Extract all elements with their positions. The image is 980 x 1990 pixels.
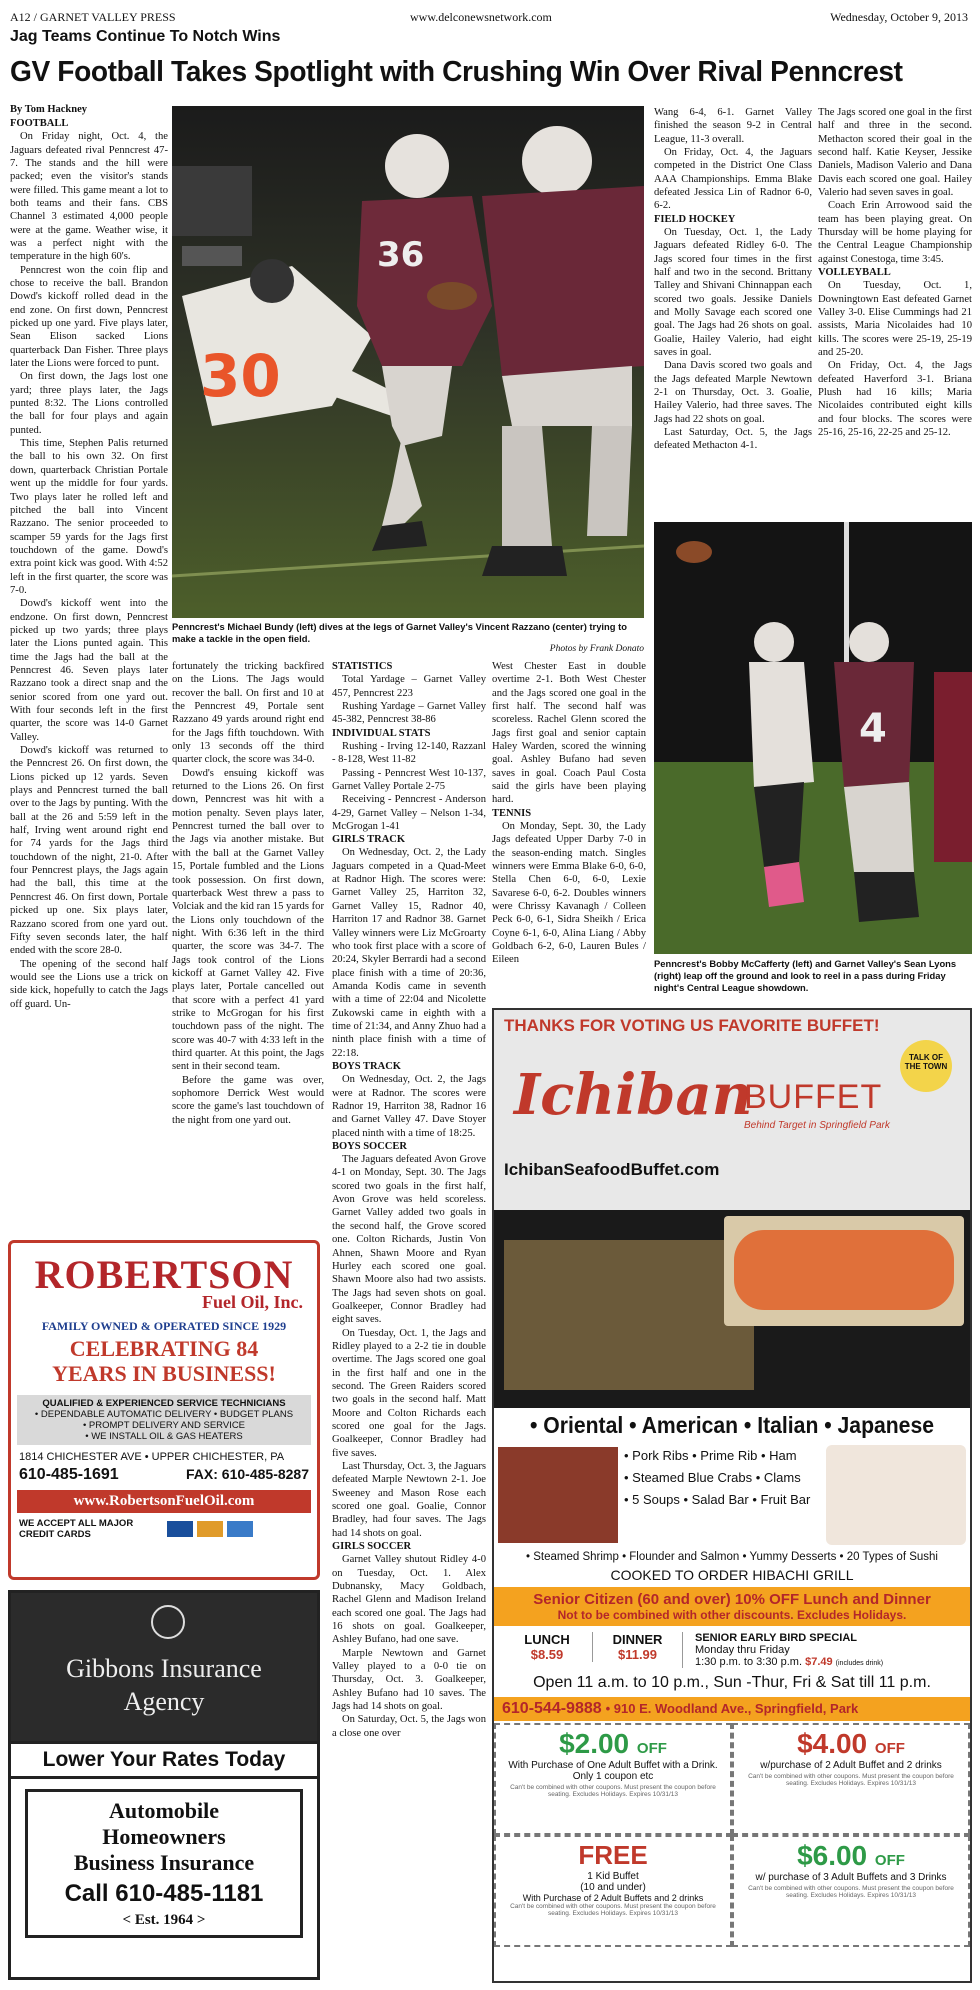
robertson-accept: WE ACCEPT ALL MAJOR CREDIT CARDS [19,1517,134,1540]
coupon-line: w/purchase of 2 Adult Buffet and 2 drinks [760,1760,942,1771]
coupon-fine-print: Can't be combined with other coupons. Must present the coupon before seating. Excludes Holidays. Expires 10/31/13 [748,1773,954,1787]
coupon-off: OFF [874,1740,905,1757]
article-paragraph: Coach Erin Arrowood said the team has been playing great. On Thursday will be home playing for the Central League Championship against Conestoga, time 3:45. [818,200,972,265]
ichiban-ad [492,1008,972,1983]
article-paragraph: On first down, the Jags lost one yard; three plays later, the Jags punted 8:32. The Lions controlled the ball for four plays and again punted. [10,371,168,436]
coupon-line: With Purchase of One Adult Buffet with a Drink. [508,1760,718,1771]
early-bird-price: $7.49 [805,1656,833,1668]
gibbons-line: Automobile [109,1798,219,1823]
coupon-off: OFF [636,1740,667,1757]
article-paragraph: Last Saturday, Oct. 5, the Jags defeated Methacton 4-1. [654,427,812,452]
robertson-address: 1814 CHICHESTER AVE • UPPER CHICHESTER, PA [19,1450,285,1463]
robertson-ad [8,1240,320,1580]
website: www.delconewsnetwork.com [410,10,552,24]
ichiban-buffet: BUFFET [744,1078,883,1116]
coupon-fine-print: Can't be combined with other coupons. Must present the coupon before seating. Excludes Holidays. Expires 10/31/13 [510,1903,716,1917]
ichiban-thanks: THANKS FOR VOTING US FAVORITE BUFFET! [504,1016,880,1035]
article-paragraph: The Jaguars defeated Avon Grove 4-1 on Monday, Sept. 30. The Jags scored two goals in the first half, Avon Grove was held scoreless. Garnet Valley added two goals in the second half, the Grove scored one. Colton Richards, Justin Von Ahnen, Shawn Moore and Ryan Hurley each scored one goal. Shawn Moore also had two assists. The Jags had seven shots on goal. Goalkeeper, Connor Bradley had eight saves. [332,1154,486,1326]
kicker: Jag Teams Continue To Notch Wins [10,28,281,45]
menu-item-line: • Steamed Blue Crabs • Clams [624,1470,801,1486]
article-paragraph: On Tuesday, Oct. 1, Downingtown East defeated Garnet Valley 3-0. Elise Cummings had 21 assists, Maria Nicolaides had 10 kills. The scores were 25-19, 25-19 and 25-20. [818,280,972,359]
section-heading: GIRLS TRACK [332,834,406,846]
ichiban-url: IchibanSeafoodBuffet.com [504,1160,720,1179]
early-bird-days: Monday thru Friday [695,1644,790,1656]
service-line: QUALIFIED & EXPERIENCED SERVICE TECHNICIANS [42,1397,286,1409]
issue-date: Wednesday, October 9, 2013 [830,10,968,24]
senior-discount-note: Not to be combined with other discounts. Excludes Holidays. [557,1608,907,1622]
byline: By Tom Hackney [10,104,88,115]
service-line: • DEPENDABLE AUTOMATIC DELIVERY • BUDGET PLANS [34,1408,294,1420]
coupon-6-off[interactable] [732,1835,970,1947]
menu-item-line: • Pork Ribs • Prime Rib • Ham [624,1448,797,1463]
article-column-5 [654,106,812,526]
coupon-2-off[interactable] [494,1723,732,1835]
article-paragraph: Receiving - Penncrest - Anderson 4-29, Garnet Valley – Nelson 1-34, McGrogan 1-41 [332,794,486,832]
ichiban-name: Ichiban [514,1062,753,1128]
amex-card-icon [227,1521,253,1537]
article-paragraph: On Friday, Oct. 4, the Jags defeated Haverford 3-1. Briana Plush had 16 kills; Maria Nicolaides contributed eight kills and four blocks. The scores were 25-16, 25-16, 22-25 and 25-12. [818,360,972,439]
article-paragraph: Rushing Yardage – Garnet Valley 45-382, Penncrest 38-86 [332,700,486,726]
coupon-free-kid[interactable] [494,1835,732,1947]
coupon-amount: FREE [578,1840,648,1870]
page-folio: A12 / GARNET VALLEY PRESS [10,10,176,24]
section-heading: BOYS SOCCER [332,1140,407,1152]
jersey-number-left: 30 [200,342,281,410]
gibbons-ad [8,1590,320,1980]
coupon-amount: $4.00 [797,1728,868,1759]
article-paragraph: On Wednesday, Oct. 2, the Lady Jaguars competed in a Quad-Meet at Radnor High. The scores were: Garnet Valley 25, Harriton 32, Garnet Valley 15, Radnor 40, Harriton 17 and Radnor 38. Garnet Valley winners were Liz McGroarty who took first place with a score of 20:24, Skyler Berrardi had a second place finish with a time of 20:36, Amanda Kodis came in seventh with a time of 22:04 and Nicolette Zukowski came in eighth with a time of 21:34, and Anny Zhuo had a ninth place finish with a time of 22:18. [332,847,486,1059]
coupon-line: 1 Kid Buffet [587,1871,639,1882]
coupon-fine-print: Can't be combined with other coupons. Must present the coupon before seating. Excludes Holidays. Expires 10/31/13 [748,1885,954,1899]
article-paragraph: Total Yardage – Garnet Valley 457, Penncrest 223 [332,674,486,699]
menu-items-2: • Steamed Shrimp • Flounder and Salmon • Yummy Desserts • 20 Types of Sushi [526,1551,938,1563]
robertson-name: ROBERTSON [34,1252,294,1297]
coupon-fine-print: Can't be combined with other coupons. Must present the coupon before seating. Excludes Holidays. Expires 10/31/13 [510,1784,716,1798]
lunch-price: $8.59 [530,1647,564,1662]
lunch-label: LUNCH [524,1632,570,1647]
service-line: • WE INSTALL OIL & GAS HEATERS [85,1430,243,1442]
article-paragraph: On Friday night, Oct. 4, the Jaguars defeated rival Penncrest 47-7. The stands and the hill were packed; even the visitor's stands were filled. This game meant a lot to both teams and their fans. CBS Channel 3 estimated 4,000 people were at the game. Weather wise, it was a perfect night with the temperature in the high 60's. [10,131,168,263]
jersey-number-2: 4 [859,706,887,752]
article-paragraph: On Monday, Sept. 30, the Lady Jags defeated Upper Darby 7-0 in the season-ending match. Singles winners were Emma Blake 6-0, 6-0, Stella Chen 6-0, 6-0, Lexie Savarese 6-0, 6-2. Doubles winners were Chrissy Kavanagh / Colleen Peck 6-0, 6-1, Sidra Sheikh / Erica Coyne 6-1, 6-0, Alina Liang / Abby Goldbach 6-2, 6-0, Lauren Bules / Eileen [492,821,646,966]
coupon-off: OFF [874,1852,905,1869]
coupon-amount: $6.00 [797,1840,868,1871]
ribs-photo [498,1447,618,1543]
gibbons-call: Call 610-485-1181 [64,1880,264,1907]
coupon-4-off[interactable] [732,1723,970,1835]
coupon-line: w/ purchase of 3 Adult Buffets and 3 Drinks [755,1872,947,1883]
article-paragraph: Passing - Penncrest West 10-137, Garnet Valley Portale 2-75 [332,767,486,792]
article-paragraph: Before the game was over, sophomore Derrick West would score the game's last touchdown of the night from one yard out. [172,1074,324,1126]
ichiban-cuisines: • Oriental • American • Italian • Japanese [529,1412,934,1438]
section-heading: INDIVIDUAL STATS [332,727,431,739]
section-heading: VOLLEYBALL [818,267,891,279]
robertson-url: www.RobertsonFuelOil.com [17,1490,311,1513]
section-heading: FOOTBALL [10,118,69,129]
coupon-grid [494,1723,970,1947]
article-paragraph: fortunately the tricking backfired on the Lions. The Jags would recover the ball. On first and 10 at the Penncrest 49, Portale sent Razzano 49 yards around right end for the Jags fifth touchdown. With only 13 seconds off the third quarter clock, the score was 34-0. [172,661,324,766]
hibachi-line: COOKED TO ORDER HIBACHI GRILL [610,1567,854,1583]
early-bird-time: 1:30 p.m. to 3:30 p.m. [695,1656,803,1668]
article-column-1 [10,117,168,1237]
gibbons-line: Homeowners [102,1824,226,1849]
senior-discount: Senior Citizen (60 and over) 10% OFF Lunch and Dinner [533,1591,931,1608]
headline: GV Football Takes Spotlight with Crushing Win Over Rival Penncrest [10,56,903,88]
visa-card-icon [167,1521,193,1537]
dessert-photo [826,1445,966,1545]
gibbons-line: Business Insurance [73,1850,255,1875]
gibbons-name: Gibbons Insurance Agency [66,1654,262,1716]
article-paragraph: Rushing - Irving 12-140, Razzanl - 8-128, West 11-82 [332,740,486,766]
mastercard-icon [197,1521,223,1537]
coupon-line: Only 1 coupon etc [572,1771,654,1782]
article-paragraph: Dowd's kickoff went into the endzone. On first down, Penncrest picked up two yards; three plays later the Lions punted again. This time the Jags had the ball at the Penncrest 46. Seven plays later Razzano took a direct snap and the senior scored from one yard out. With four seconds left in the first quarter, the score was 14-0 Garnet Valley. [10,598,168,743]
gibbons-lower-rates: Lower Your Rates Today [11,1741,317,1779]
dinner-label: DINNER [612,1632,663,1647]
article-paragraph: The opening of the second half would see the Lions use a trick on side kick, hopefully to catch the Jags off guard. Un- [10,958,168,1010]
article-paragraph: Wang 6-4, 6-1. Garnet Valley finished the season 9-2 in Central League, 11-3 overall. [654,107,812,145]
article-column-6 [818,106,972,526]
football-photo-2 [654,522,972,954]
ichiban-behind: Behind Target in Springfield Park [744,1120,890,1131]
article-paragraph: Dana Davis scored two goals and the Jags defeated Marple Newtown 2-1 on Thursday, Oct. 3. Goalie, Hailey Valerio, had three saves. The Jags had 22 shots on goal. [654,360,812,425]
ichiban-address: • 910 E. Woodland Ave., Springfield, Park [605,1701,859,1716]
jersey-number-center: 36 [377,235,425,275]
photo-credit: Photos by Frank Donato [549,644,644,654]
ichiban-hours: Open 11 a.m. to 10 p.m., Sun -Thur, Fri & Sat till 11 p.m. [533,1674,931,1691]
robertson-celebrating: CELEBRATING 84 YEARS IN BUSINESS! [52,1336,276,1387]
article-paragraph: On Friday, Oct. 4, the Jaguars competed in the District One Class AAA Championships. Emma Blake defeated Jessica Lin of Radnor 6-0, 6-2. [654,147,812,212]
article-paragraph: On Tuesday, Oct. 1, the Lady Jaguars defeated Ridley 6-0. The Jags scored four times in the first half and two in the second. Brittany Talley and Shivani Chinnappan each scored two goals. Jessike Daniels and Molly Savage each scored one goal. The Jags had 26 shots on goal. Goalie, Hailey Valerio, had eight saves in goal. [654,226,812,359]
photo2-caption: Penncrest's Bobby McCafferty (left) and Garnet Valley's Sean Lyons (right) leap off the ground and look to reel in a pass during Friday night's Central League showdown. [654,958,957,993]
article-paragraph: On Saturday, Oct. 5, the Jags won a close one over [332,1714,486,1739]
robertson-phone: 610-485-1691 [19,1465,119,1483]
robertson-family: FAMILY OWNED & OPERATED SINCE 1929 [41,1319,287,1333]
article-paragraph: West Chester East in double overtime 2-1. Both West Chester and the Jags scored one goal in the first half. The second half was scoreless. Rachel Glenn scored the Jags first goal and senior captain Haley Warden, scored the winning goal. Ashley Bufano had seven saves in goal. Coach Paul Costa said the girls have been playing hard. [492,661,646,806]
article-column-3 [332,660,486,1980]
talk-of-town-badge: TALK OF THE TOWN [900,1040,952,1092]
article-paragraph: On Tuesday, Oct. 1, the Jags and Ridley played to a 2-2 tie in double overtime. The Jags scored one goal in the first half and one in the second. The Green Raiders scored two goals in the second half. Matt Moore and Colton Richards each scored one goal for the Jags. Goalkeeper, Connor Bradley had five saves. [332,1327,486,1459]
section-heading: GIRLS SOCCER [332,1541,412,1553]
ichiban-phone: 610-544-9888 [502,1700,602,1717]
early-bird-note: (includes drink) [835,1660,884,1667]
section-heading: TENNIS [492,807,532,819]
article-paragraph: The Jags scored one goal in the first half and three in the second. Methacton scored their goal in the second half. Katie Keyser, Jessike Daniels, Madison Valerio and Dana Davis each scored one goal. Hailey Valerio had seven saves in goal. [818,107,972,199]
dinner-price: $11.99 [617,1647,658,1662]
robertson-fax: FAX: 610-485-8287 [186,1465,309,1482]
article-paragraph: On Wednesday, Oct. 2, the Jags were at Radnor. The scores were Radnor 19, Harriton 38, Radnor 16 and Garnet Valley 47. Dave Stoyer placed ninth with a time of 18:25. [332,1074,486,1139]
article-paragraph: Penncrest won the coin flip and chose to receive the ball. Brandon Dowd's kickoff rolled dead in the end zone. On first down, Penncrest picked up one yard. Five plays later, Sean Elison sacked Lions quarterback Dan Fisher. Three plays later the Lions were forced to punt. [10,264,168,370]
article-paragraph: This time, Stephen Palis returned the ball to his own 32. On first down, quarterback Christian Portale went up the middle for four yards. Two plays later he rolled left and pitched the ball into Vincent Razzano. The senior proceeded to scamper 59 yards for the Jags first touchdown of the game. Dowd's extra point kick was good. With 4:52 left in the first quarter, the score was 7-0. [10,438,168,596]
football-photo-1 [172,106,644,618]
section-heading: STATISTICS [332,661,393,672]
article-column-4 [492,660,646,1005]
photo1-caption: Penncrest's Michael Bundy (left) dives at the legs of Garnet Valley's Vincent Razzano (center) trying to make a tackle in the open field. [172,621,627,644]
article-column-2 [172,660,324,1126]
article-paragraph: Garnet Valley shutout Ridley 4-0 on Tuesday, Oct. 1. Alex Dubnansky, Macy Goldbach, Rachel Glenn and Madison Ireland each scored one goal. The Jags had 16 shots on goal. Goalkeeper, Ashley Bufano, had one save. [332,1554,486,1646]
coupon-line: With Purchase of 2 Adult Buffets and 2 drinks [522,1893,704,1903]
robertson-services [17,1395,311,1445]
service-line: • PROMPT DELIVERY AND SERVICE [82,1419,246,1431]
article-paragraph: Last Thursday, Oct. 3, the Jaguars defeated Marple Newtown 2-1. Joe Sweeney and Mason Rose each scored one goal. Goalie, Connor Bradley, had four saves. The Jags had 14 shots on goal. [332,1461,486,1539]
article-paragraph: Dowd's kickoff was returned to the Penncrest 26. On first down, the Lions picked up 12 yards. Seven plays and Penncrest turned the ball over to the Jags by punting. With the ball at the 26 and 5:59 left in the half, Irving went around right end for 74 yards for the Jags third touchdown of the night, 21-0. After four Penncrest plays, the Jags again had the ball, this time at the Penncrest 46. On first down, Portale picked up one. Six plays later, Razzano scored from one yard out. Fifty seven seconds later, the half ended with the score 28-0. [10,745,168,957]
coupon-amount: $2.00 [559,1728,630,1759]
robertson-sub: Fuel Oil, Inc. [201,1292,303,1312]
article-paragraph: Dowd's ensuing kickoff was returned to the Lions 26. On first down, Penncrest was hit with a motion penalty. Seven plays later, Penncrest turned the ball over to the Jags via another mistake. But with the ball at the Garnet Valley 15, Portale fumbled and the Lions took possession. On first down, quarterback West threw a pass to Volciak and the kid ran 15 yards for the Lions only touchdown of the night. With 6:36 left in the third quarter, the score was 34-7. The Jags took control of the Lions kickoff at Garnet Valley 42. Five plays later, Portale cancelled out that score with a perfect 41 yard strike to McGrogan for his first touchdown pass of the night. The score was 40-7 with 4:33 left in the third quarter. At this point, the Jags sent in their second team. [172,767,324,1073]
gibbons-est: < Est. 1964 > [122,1912,206,1928]
article-paragraph: Marple Newtown and Garnet Valley played to a 0-0 tie on Thursday, Oct. 3. Goalkeeper, Ashley Bufano had 10 saves. The Jags had 14 shots on goal. [332,1647,486,1713]
section-heading: FIELD HOCKEY [654,213,736,225]
early-bird: SENIOR EARLY BIRD SPECIAL [695,1632,857,1644]
menu-item-line: • 5 Soups • Salad Bar • Fruit Bar [624,1492,811,1508]
section-heading: BOYS TRACK [332,1060,401,1072]
gibbons-logo-icon [151,1605,185,1639]
buffet-photo [494,1210,970,1408]
coupon-line: (10 and under) [580,1882,646,1893]
